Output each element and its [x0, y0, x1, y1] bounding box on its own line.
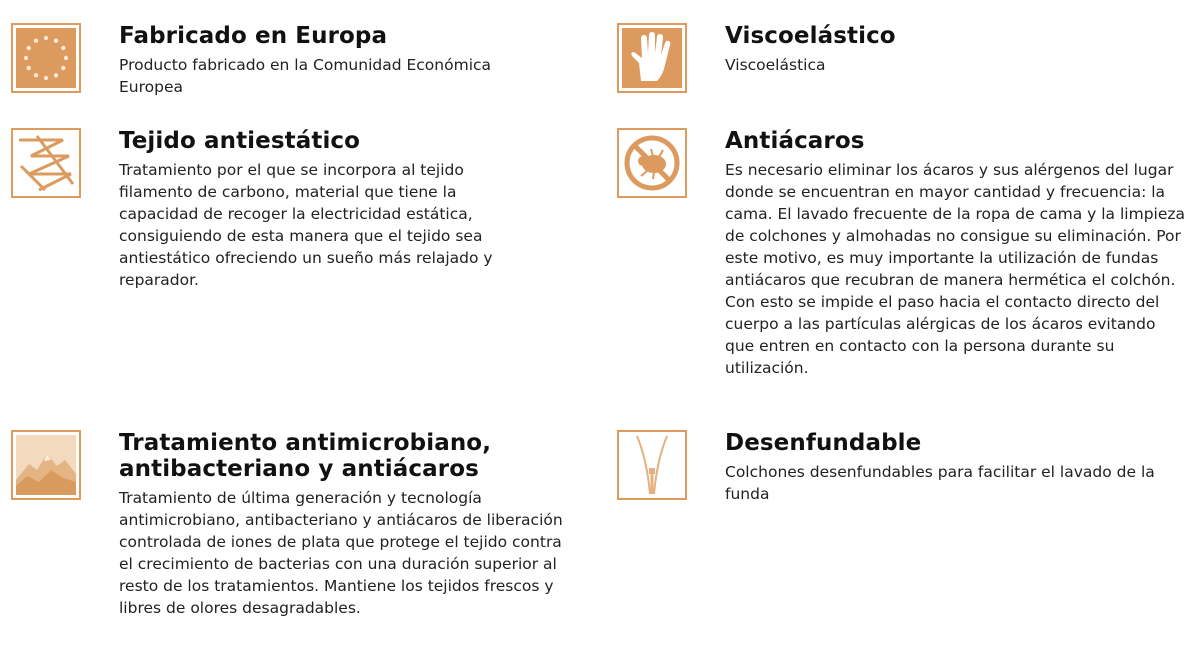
hand-icon: [617, 23, 687, 93]
feature-description: Producto fabricado en la Comunidad Económica Europea: [119, 56, 492, 96]
feature-description: Tratamiento de última generación y tecnología antimicrobiano, antibacteriano y antiácaros de liberación controlada de iones de plata que protege el tejido contra el crecimiento de bacterias con una duración superior al resto de los tratamientos. Mantiene los tejidos frescos y libres de olores desagradables.: [119, 489, 563, 617]
feature-description: Viscoelástica: [725, 56, 826, 74]
zipper-icon: [617, 430, 687, 500]
feature-title: Desenfundable: [725, 430, 922, 456]
feature-description: Tratamiento por el que se incorpora al tejido filamento de carbono, material que tiene la capacidad de recoger la electricidad estática, consiguiendo de esta manera que el tejido sea antiestático ofreciendo un sueño más relajado y reparador.: [119, 161, 493, 289]
mountain-icon: [11, 430, 81, 500]
feature-description: Es necesario eliminar los ácaros y sus alérgenos del lugar donde se encuentran en mayor cantidad y frecuencia: la cama. El lavado frecuente de la ropa de cama y la limpieza de colchones y almohadas no consigue su eliminación. Por este motivo, es muy importante la utilización de fundas antiácaros que recubran de manera hermética el colchón. Con esto se impide el paso hacia el contacto directo del cuerpo a las partículas alérgicas de los ácaros evitando que entren en contacto con la persona durante su utilización.: [725, 161, 1186, 377]
feature-description: Colchones desenfundables para facilitar el lavado de la funda: [725, 463, 1155, 503]
feature-title: Antiácaros: [725, 128, 865, 154]
no-mites-icon: [617, 128, 687, 198]
feature-title: Tejido antiestático: [119, 128, 361, 154]
eu-stars-icon: [11, 23, 81, 93]
lightning-icon: [11, 128, 81, 198]
feature-title: Viscoelástico: [725, 23, 896, 49]
feature-title: Fabricado en Europa: [119, 23, 388, 49]
feature-title: Tratamiento antimicrobiano, antibacteriano y antiácaros: [119, 430, 492, 482]
